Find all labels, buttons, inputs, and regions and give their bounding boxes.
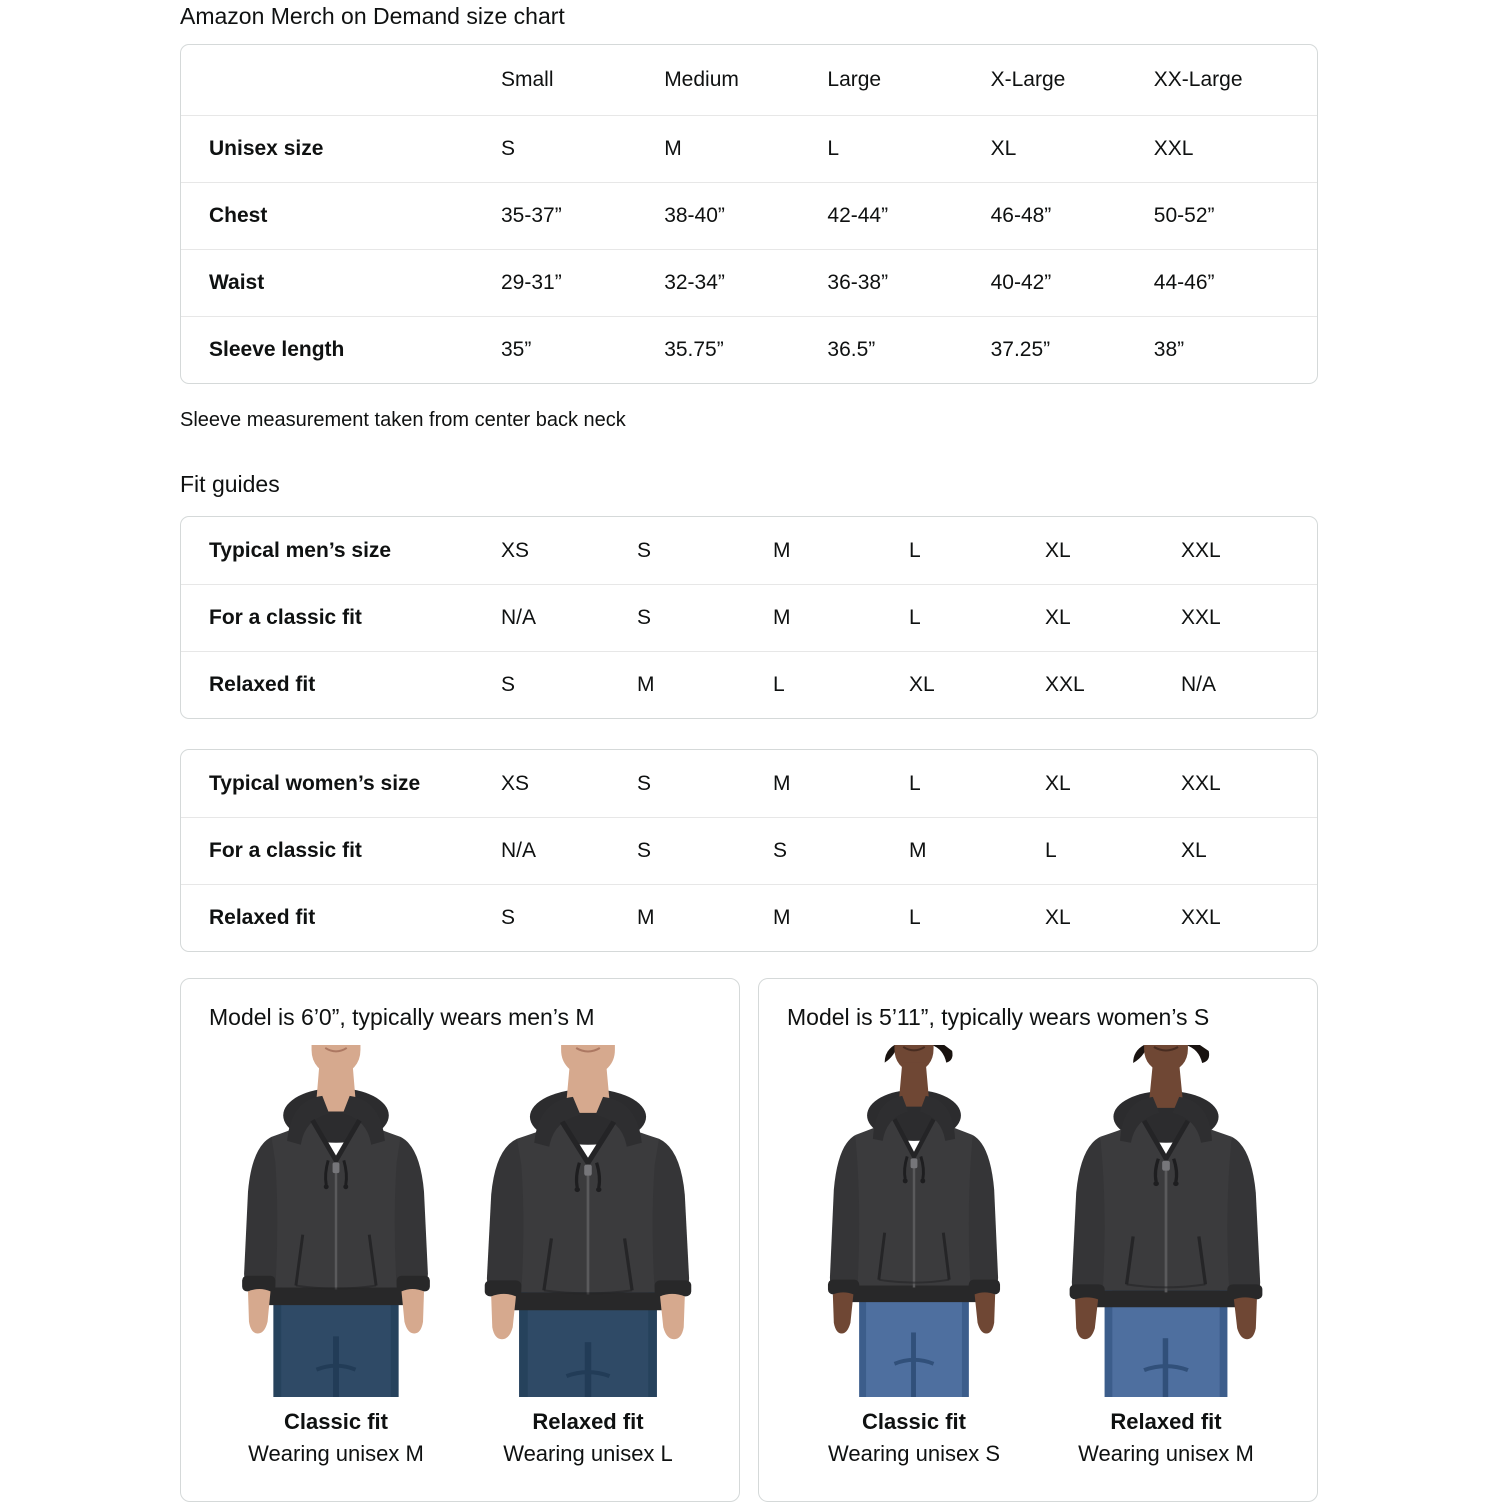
model-figure-relaxed [463, 1045, 713, 1467]
row-label: Relaxed fit [209, 906, 316, 929]
male-model-photo-relaxed-fit [463, 1045, 713, 1397]
womens-model-card [758, 978, 1318, 1502]
row-label: Sleeve length [209, 338, 345, 361]
female-model-photo-classic-fit [789, 1045, 1039, 1397]
size-chart-header-row [181, 45, 1317, 115]
table-row-sleeve-length [181, 316, 1317, 383]
column-header-x-large: X-Large [990, 68, 1066, 91]
row-label: For a classic fit [209, 839, 362, 862]
fit-name-label: Classic fit [284, 1409, 388, 1434]
cell-value: L [909, 606, 921, 629]
cell-value: M [773, 538, 791, 562]
cell-value: N/A [1181, 673, 1217, 696]
cell-value: XXL [1153, 137, 1194, 160]
cell-value: 35.75” [664, 338, 724, 361]
table-row-typical-womens-size [181, 750, 1317, 817]
cell-value: S [637, 538, 652, 562]
cell-value: XXL [1181, 538, 1221, 562]
cell-value: M [773, 606, 791, 629]
cell-value: M [637, 673, 655, 696]
model-card-title: Model is 5’11”, typically wears women’s S [787, 1004, 1210, 1030]
cell-value: 36-38” [827, 271, 889, 294]
cell-value: XL [1045, 606, 1071, 629]
cell-value: 42-44” [827, 204, 889, 227]
sleeve-measurement-note: Sleeve measurement taken from center back neck [180, 409, 626, 431]
cell-value: XL [1045, 538, 1071, 562]
cell-value: 32-34” [664, 271, 725, 294]
table-row-classic-fit [181, 584, 1317, 651]
fit-name-label: Relaxed fit [1110, 1409, 1222, 1434]
model-cards-row [180, 978, 1318, 1502]
model-figures [787, 1045, 1293, 1467]
cell-value: 29-31” [501, 271, 562, 294]
cell-value: XXL [1181, 906, 1221, 929]
row-label: For a classic fit [209, 606, 362, 629]
cell-value: 50-52” [1153, 204, 1215, 227]
model-figures [209, 1045, 715, 1467]
table-row-chest [181, 182, 1317, 249]
page-title: Amazon Merch on Demand size chart [180, 3, 565, 29]
womens-fit-table [180, 749, 1318, 952]
table-row-typical-mens-size [181, 517, 1317, 584]
cell-value: L [827, 137, 840, 160]
male-model-photo-classic-fit [211, 1045, 461, 1397]
size-chart-page [180, 0, 1318, 1502]
cell-value: 37.25” [990, 338, 1051, 361]
cell-value: XL [1045, 771, 1071, 795]
fit-name-label: Classic fit [862, 1409, 966, 1434]
table-row-relaxed-fit [181, 884, 1317, 951]
wearing-size-label: Wearing unisex M [1078, 1441, 1254, 1466]
cell-value: S [637, 771, 652, 795]
row-label: Typical men’s size [209, 538, 392, 562]
cell-value: 35” [501, 338, 532, 361]
row-label: Typical women’s size [209, 771, 421, 795]
cell-value: M [909, 839, 927, 862]
column-header-small: Small [501, 68, 554, 91]
model-figure-relaxed [1041, 1045, 1291, 1467]
cell-value: M [664, 137, 682, 160]
row-label: Relaxed fit [209, 673, 316, 696]
model-figure-classic [789, 1045, 1039, 1467]
row-label: Waist [209, 271, 265, 294]
column-header-medium: Medium [664, 68, 739, 91]
cell-value: L [909, 771, 921, 795]
cell-value: L [773, 673, 785, 696]
table-row-waist [181, 249, 1317, 316]
cell-value: L [909, 906, 921, 929]
cell-value: N/A [501, 606, 537, 629]
table-row-relaxed-fit [181, 651, 1317, 718]
cell-value: 35-37” [501, 204, 562, 227]
model-figure-classic [211, 1045, 461, 1467]
table-row-classic-fit [181, 817, 1317, 884]
cell-value: XXL [1045, 673, 1085, 696]
cell-value: XXL [1181, 606, 1221, 629]
cell-value: S [501, 906, 516, 929]
wearing-size-label: Wearing unisex L [503, 1441, 673, 1466]
column-header-xx-large: XX-Large [1153, 68, 1243, 91]
cell-value: S [637, 606, 652, 629]
wearing-size-label: Wearing unisex S [827, 1441, 1000, 1466]
cell-value: 40-42” [990, 271, 1052, 294]
fit-guides-heading: Fit guides [180, 471, 280, 497]
cell-value: N/A [501, 839, 537, 862]
female-model-photo-relaxed-fit [1041, 1045, 1291, 1397]
cell-value: 38” [1153, 338, 1185, 361]
fit-name-label: Relaxed fit [532, 1409, 644, 1434]
model-card-title: Model is 6’0”, typically wears men’s M [209, 1004, 595, 1030]
column-header-large: Large [827, 68, 882, 91]
cell-value: 38-40” [664, 204, 725, 227]
cell-value: 36.5” [827, 338, 876, 361]
cell-value: XL [1045, 906, 1071, 929]
cell-value: XS [501, 771, 530, 795]
cell-value: M [773, 906, 791, 929]
size-chart-table [180, 44, 1318, 384]
cell-value: S [501, 137, 516, 160]
cell-value: M [637, 906, 655, 929]
cell-value: XXL [1181, 771, 1221, 795]
cell-value: S [773, 839, 788, 862]
cell-value: 46-48” [990, 204, 1052, 227]
cell-value: L [909, 538, 921, 562]
cell-value: 44-46” [1153, 271, 1215, 294]
cell-value: XL [990, 137, 1017, 160]
cell-value: S [501, 673, 516, 696]
row-label: Unisex size [209, 137, 324, 160]
wearing-size-label: Wearing unisex M [248, 1441, 424, 1466]
mens-model-card [180, 978, 740, 1502]
cell-value: L [1045, 839, 1057, 862]
table-row-unisex-size [181, 115, 1317, 182]
cell-value: XS [501, 538, 530, 562]
row-label: Chest [209, 204, 268, 227]
cell-value: XL [1181, 839, 1207, 862]
cell-value: XL [909, 673, 935, 696]
mens-fit-table [180, 516, 1318, 719]
cell-value: M [773, 771, 791, 795]
cell-value: S [637, 839, 652, 862]
